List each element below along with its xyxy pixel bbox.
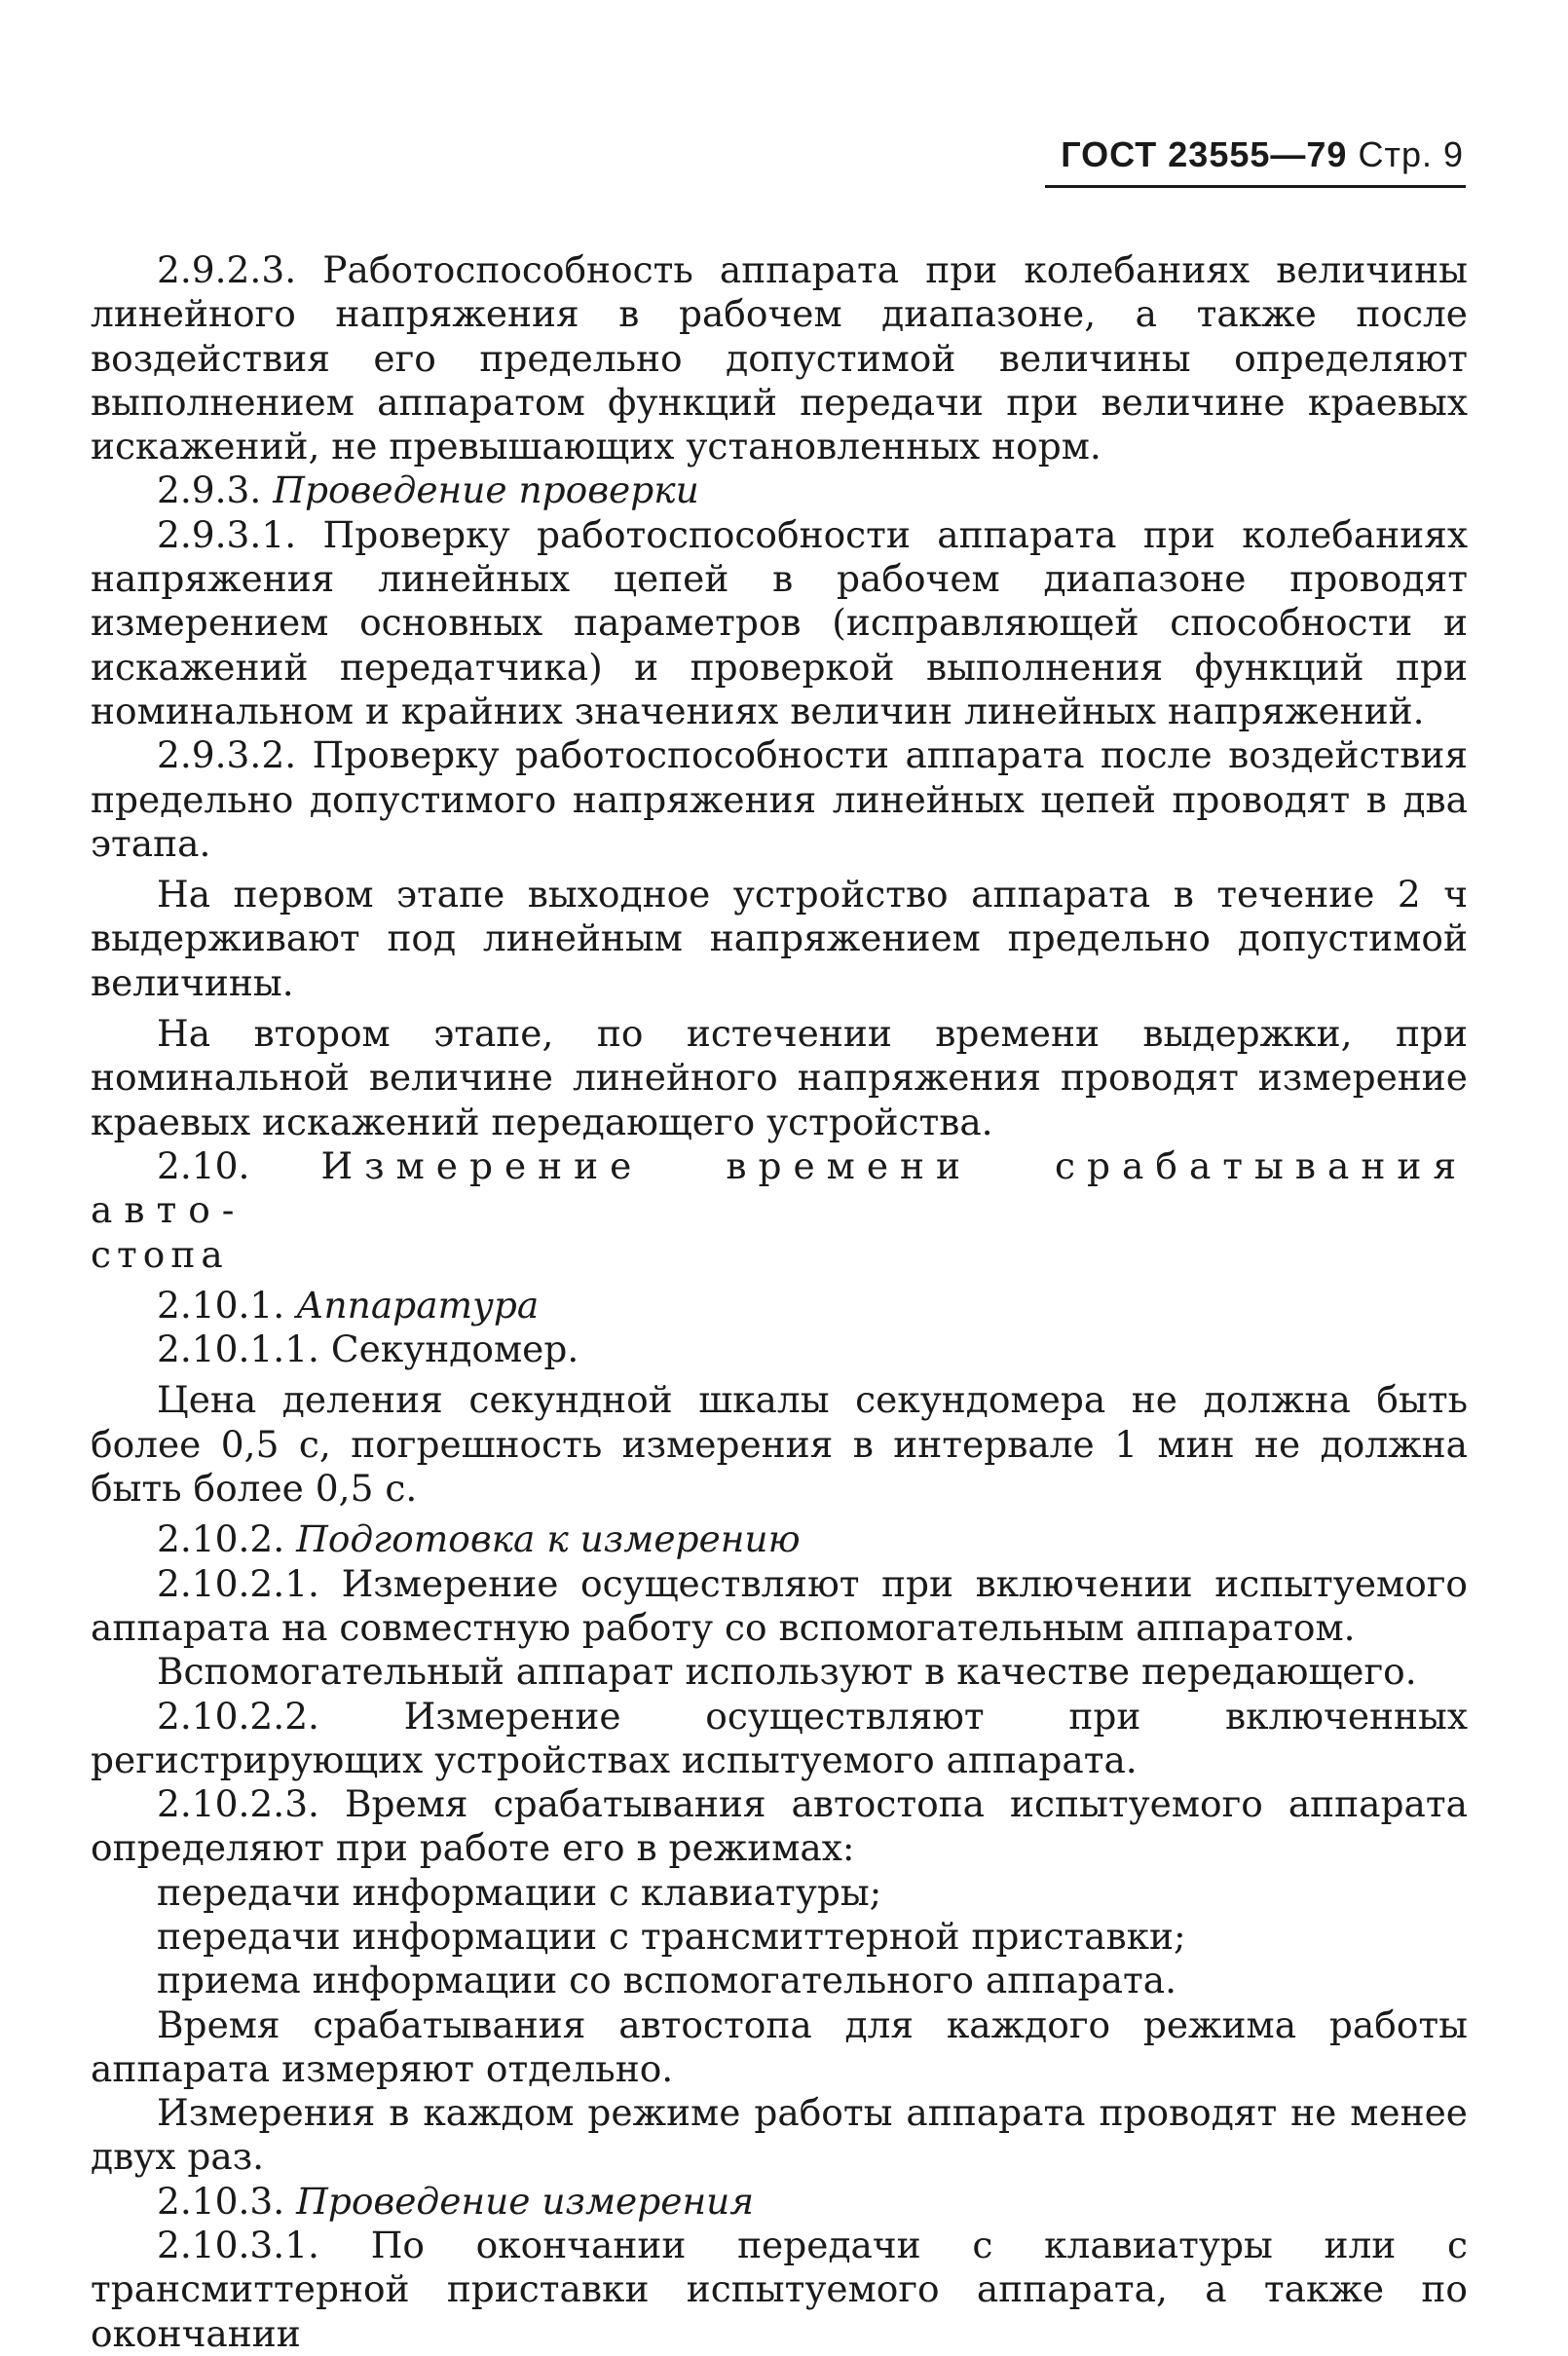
header-rule bbox=[1045, 185, 1466, 188]
section-number: 2.10.2.1. bbox=[157, 1561, 319, 1605]
section-number: 2.10. bbox=[157, 1143, 250, 1187]
paragraph-text: Работоспособность аппарата при колебаниях величины линейного напряжения в рабочем диапазоне, а также после воздействия его предельно допустимой величины определяют выполнением аппаратом функций передачи при величине краевых искажений, не превышающих установленных норм. bbox=[91, 248, 1469, 468]
paragraph bbox=[91, 513, 1468, 733]
list-item: приема информации со вспомогательного аппарата. bbox=[157, 1959, 1177, 2002]
section-number: 2.10.2. bbox=[157, 1517, 285, 1561]
paragraph-text: Время срабатывания автостопа испытуемого аппарата определяют при работе его в режимах: bbox=[91, 1782, 1468, 1870]
paragraph bbox=[91, 1562, 1468, 1651]
section-number: 2.10.3. bbox=[157, 2179, 285, 2223]
paragraph: Время срабатывания автостопа для каждого режима работы аппарата измеряют отдельно. bbox=[91, 2002, 1468, 2090]
paragraph-text: Измерение осуществляют при включенных регистрирующих устройствах испытуемого аппарата. bbox=[91, 1694, 1468, 1781]
section-heading-line bbox=[91, 1144, 1468, 1233]
paragraph bbox=[91, 1782, 1468, 1871]
paragraph: На первом этапе выходное устройство аппарата в течение 2 ч выдерживают под линейным напряжением предельно допустимой величины. bbox=[91, 873, 1468, 1004]
paragraph-text: Измерение осуществляют при включении испытуемого аппарата на совместную работу со вспомогательным аппаратом. bbox=[91, 1561, 1469, 1649]
document-body bbox=[91, 248, 1468, 2356]
paragraph bbox=[91, 2224, 1468, 2356]
list-item: передачи информации с клавиатуры; bbox=[157, 1870, 882, 1914]
section-number: 2.9.3.1. bbox=[157, 512, 297, 556]
paragraph-text: Проверку работоспособности аппарата при колебаниях напряжения линейных цепей в рабочем диапазоне проводят измерением основных параметров (исправляющей способности и искажений передатчика) и проверкой выполнения функций при номинальном и крайних значениях величин линейных напряжений. bbox=[91, 512, 1469, 732]
paragraph: Цена деления секундной шкалы секундомера не должна быть более 0,5 с, погрешность измерения в интервале 1 мин не должна быть более 0,5 с. bbox=[91, 1378, 1468, 1511]
paragraph bbox=[91, 733, 1468, 866]
paragraph-text: По окончании передачи с клавиатуры или с трансмиттерной приставки испытуемого аппарата, а также по окончании bbox=[91, 2224, 1468, 2355]
section-number: 2.10.2.3. bbox=[157, 1782, 319, 1826]
header-page-label: Стр. 9 bbox=[1358, 134, 1464, 174]
paragraph bbox=[91, 1328, 1468, 1371]
section-number: 2.9.3.2. bbox=[157, 733, 297, 777]
section-heading-line: стопа bbox=[91, 1232, 229, 1276]
section-number: 2.10.2.2. bbox=[157, 1694, 319, 1738]
heading-text: Измерение времени срабатывания авто- bbox=[91, 1143, 1469, 1232]
heading-text: Проведение проверки bbox=[273, 468, 699, 512]
paragraph bbox=[91, 248, 1468, 468]
section-number: 2.10.1. bbox=[157, 1283, 285, 1327]
paragraph: Вспомогательный аппарат используют в качестве передающего. bbox=[157, 1650, 1417, 1694]
section-number: 2.10.1.1. bbox=[157, 1328, 319, 1371]
paragraph: На втором этапе, по истечении времени выдержки, при номинальной величине линейного напряжения проводят измерение краевых искажений передающего устройства. bbox=[91, 1012, 1468, 1143]
section-number: 2.9.2.3. bbox=[157, 248, 297, 291]
heading-text: Проведение измерения bbox=[296, 2179, 755, 2223]
header-doc-id: ГОСТ 23555—79 bbox=[1061, 134, 1348, 174]
section-number: 2.10.3.1. bbox=[157, 2224, 319, 2267]
subsection-heading bbox=[91, 1517, 1468, 1561]
subsection-heading bbox=[91, 1284, 1468, 1328]
paragraph bbox=[91, 1695, 1468, 1783]
section-number: 2.9.3. bbox=[157, 468, 262, 512]
heading-text: Аппаратура bbox=[296, 1283, 540, 1327]
list-item: передачи информации с трансмиттерной приставки; bbox=[157, 1914, 1186, 1958]
subsection-heading bbox=[91, 2180, 1468, 2224]
heading-text: Подготовка к измерению bbox=[296, 1517, 801, 1561]
page-header bbox=[1061, 134, 1464, 175]
paragraph-text: Секундомер. bbox=[330, 1328, 579, 1371]
paragraph-text: Проверку работоспособности аппарата после воздействия предельно допустимого напряжения линейных цепей проводят в два этапа. bbox=[91, 733, 1469, 865]
section-heading bbox=[91, 1144, 1468, 1277]
paragraph: Измерения в каждом режиме работы аппарата проводят не менее двух раз. bbox=[91, 2091, 1468, 2179]
subsection-heading bbox=[91, 468, 1468, 512]
